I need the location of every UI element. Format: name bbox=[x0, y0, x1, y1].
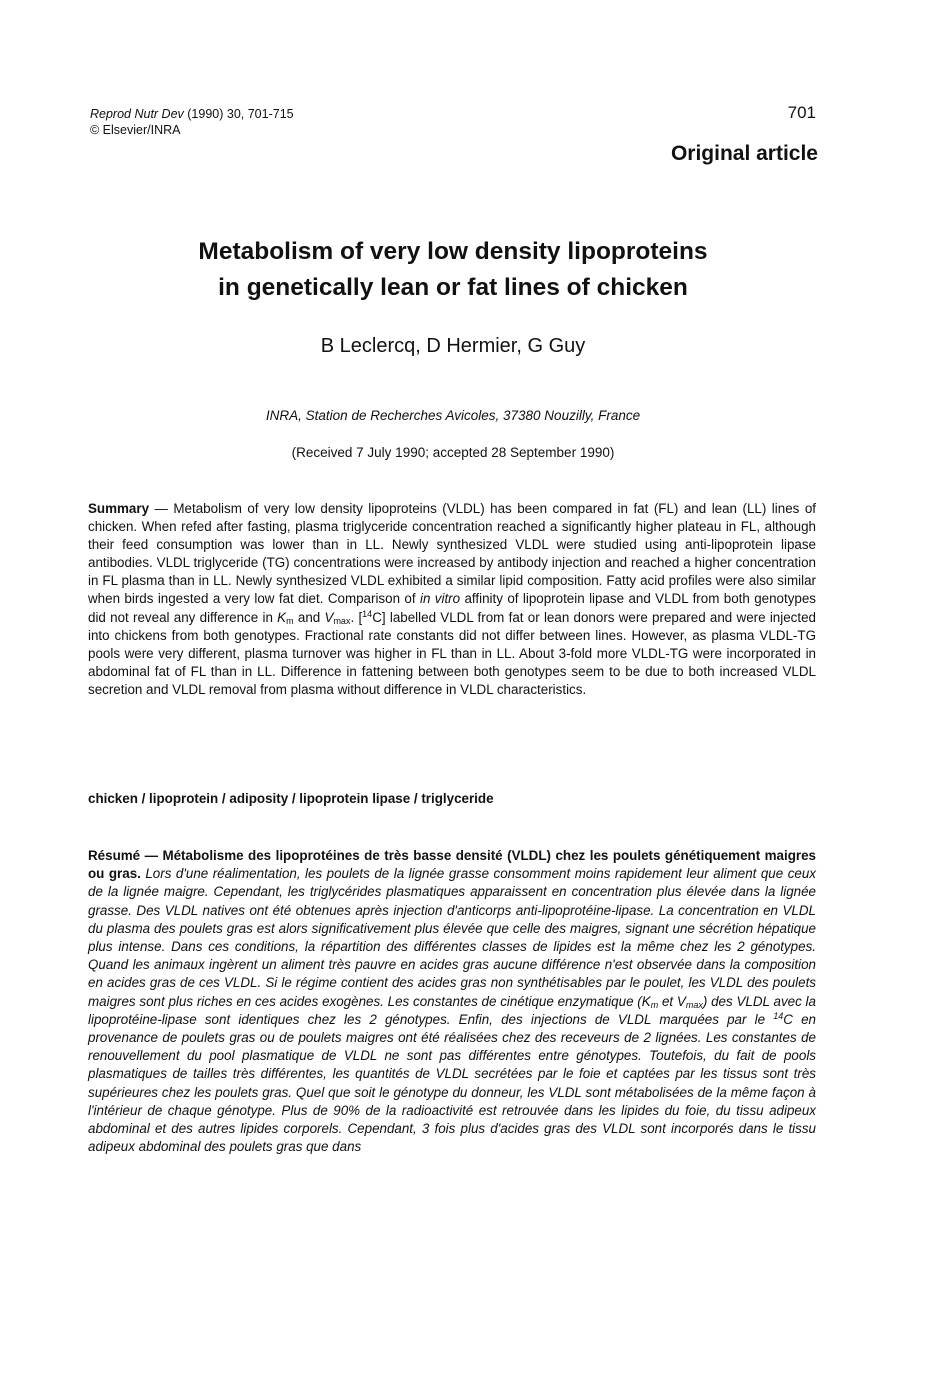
resume-text: ) des VLDL avec la lipoprotéine-lipase sont identiques chez les 2 génotypes. Enfin, des injections de VLDL marquées par le bbox=[88, 993, 816, 1027]
vmax-subscript: max bbox=[685, 999, 703, 1010]
isotope-superscript: 14 bbox=[362, 608, 373, 619]
summary-text: . [ bbox=[350, 609, 363, 625]
in-vitro-term: in vitro bbox=[419, 591, 461, 607]
summary-text: affinity of lipoprotein lipase and VLDL from both genotypes did not reveal any difference in bbox=[88, 591, 816, 625]
vmax-symbol: V bbox=[324, 609, 334, 625]
publisher: © Elsevier/INRA bbox=[90, 123, 181, 137]
summary-text: Metabolism of very low density lipoproteins (VLDL) has been compared in fat (FL) and lean (LL) lines of chicken. When refed after fasting, plasma triglyceride concentration reached a significantly higher plateau in FL, although their feed consumption was lower than in LL. Newly synthesized VLDL were studied using anti-lipoprotein lipase antibodies. VLDL triglyceride (TG) concentrations were increased by antibody injection and reached a higher concentration in FL plasma than in LL. Newly synthesized VLDL exhibited a similar lipid composition. Fatty acid profiles were also similar when birds ingested a very low fat diet. Comparison of bbox=[88, 501, 816, 607]
received-dates: (Received 7 July 1990; accepted 28 September 1990) bbox=[291, 445, 615, 460]
title-line-1: Metabolism of very low density lipoproteins bbox=[198, 238, 708, 265]
resume-label: Résumé — Métabolisme des lipoprotéines de très basse densité (VLDL) chez les poulets génétiquement maigres ou gras. bbox=[88, 848, 816, 882]
resume-text: Lors d'une réalimentation, les poulets de la lignée grasse consomment moins rapidement leur aliment que ceux de la lignée maigre. Cependant, les triglycérides plasmatiques apparaissent en concentration plus élevée dans la lignée grasse. Des VLDL natives ont été obtenues après injection d'anticorps anti-lipoprotéine-lipase. La concentration en VLDL du plasma des poulets gras est alors significativement plus élevée que celle des maigres, signant une sécrétion hépatique plus intense. Dans ces conditions, la répartition des différentes classes de lipides est la même chez les 2 génotypes. Quand les animaux ingèrent un aliment très pauvre en acides gras aucune différence n'est observée dans la composition en acides gras de ces VLDL. Si le régime contient des acides gras non synthétisables par le poulet, les VLDL des poulets maigres sont plus riches en ces acides exogènes. Les constantes de cinétique enzymatique ( bbox=[88, 866, 816, 1009]
page-number: 701 bbox=[787, 103, 816, 122]
resume-text: et bbox=[658, 993, 677, 1009]
vmax-symbol: V bbox=[676, 993, 686, 1009]
journal-citation bbox=[90, 106, 294, 138]
summary-dash: — bbox=[149, 501, 174, 516]
isotope-superscript: 14 bbox=[773, 1010, 784, 1021]
resume-paragraph bbox=[88, 847, 816, 1156]
summary-label: Summary bbox=[88, 501, 150, 516]
affiliation: INRA, Station de Recherches Avicoles, 37380 Nouzilly, France bbox=[265, 408, 641, 423]
authors: B Leclercq, D Hermier, G Guy bbox=[320, 335, 586, 357]
km-subscript: m bbox=[650, 999, 659, 1010]
summary-paragraph bbox=[88, 500, 816, 699]
journal-name: Reprod Nutr Dev bbox=[90, 107, 184, 121]
vmax-subscript: max bbox=[333, 615, 351, 626]
km-symbol: K bbox=[641, 993, 651, 1009]
keywords: chicken / lipoprotein / adiposity / lipoprotein lipase / triglyceride bbox=[88, 791, 494, 806]
article-title bbox=[90, 234, 816, 306]
km-subscript: m bbox=[286, 615, 294, 626]
summary-text: and bbox=[293, 609, 325, 625]
km-symbol: K bbox=[277, 609, 287, 625]
resume-text: C en provenance de poulets gras ou de poulets maigres ont été réalisées chez des receveurs de 2 lignées. Les constantes de renouvellement du pool plasmatique de VLDL ne sont pas différentes entre génotypes. Toutefois, du fait de pools plasmatiques de tailles très différentes, les quantités de VLDL secrétées par le foie et captées par les tissus sont très supérieures chez les poulets gras. Quel que soit le génotype du donneur, les VLDL sont métabolisées de la même façon à l'intérieur de chaque génotype. Plus de 90% de la radioactivité est retrouvée dans les lipides du foie, du tissu adipeux abdominal et des autres lipides corporels. Cependant, 3 fois plus d'acides gras des VLDL sont incorporés dans le tissu adipeux abdominal des poulets gras que dans bbox=[88, 1011, 816, 1155]
journal-volume-pages: (1990) 30, 701-715 bbox=[183, 107, 294, 121]
summary-text: C] labelled VLDL from fat or lean donors were prepared and were injected into chickens from both genotypes. Fractional rate constants did not differ between lines. However, as plasma VLDL-TG pools were very different, plasma turnover was higher in FL than in LL. About 3-fold more VLDL-TG were incorporated in abdominal fat of FL than in LL. Difference in fattening between both genotypes seem to be due to both increased VLDL secretion and VLDL removal from plasma without difference in VLDL characteristics. bbox=[88, 609, 816, 697]
article-type: Original article bbox=[670, 142, 818, 165]
journal-reference bbox=[90, 106, 294, 122]
title-line-2: in genetically lean or fat lines of chicken bbox=[218, 274, 688, 301]
